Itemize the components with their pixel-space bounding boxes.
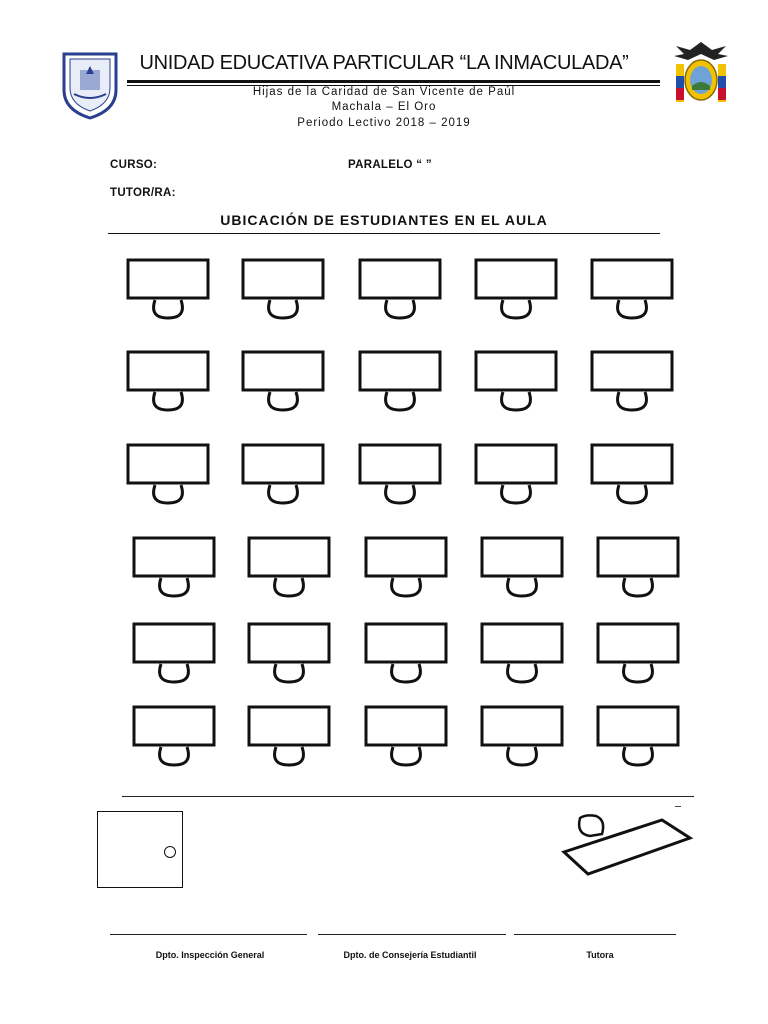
desk-rect xyxy=(476,260,556,298)
student-desk xyxy=(128,260,208,318)
chair-icon xyxy=(160,747,189,765)
student-desk xyxy=(243,445,323,503)
chair-icon xyxy=(618,485,647,503)
chair-icon xyxy=(154,300,183,318)
student-desk xyxy=(243,260,323,318)
student-desk xyxy=(128,352,208,410)
desk-rect xyxy=(366,707,446,745)
chair-icon xyxy=(624,664,653,682)
desk-rect xyxy=(128,352,208,390)
desk-rect xyxy=(482,707,562,745)
student-desk xyxy=(482,538,562,596)
signature-line-inspeccion xyxy=(110,934,307,935)
student-desk xyxy=(134,538,214,596)
desk-rect xyxy=(598,538,678,576)
subtitle-congregation: Hijas de la Caridad de San Vicente de Paúl xyxy=(252,86,516,98)
chair-icon xyxy=(508,664,537,682)
chair-icon xyxy=(154,392,183,410)
chair-icon xyxy=(618,392,647,410)
student-desk xyxy=(476,260,556,318)
desk-rect xyxy=(249,538,329,576)
chair-icon xyxy=(160,578,189,596)
student-desk xyxy=(366,707,446,765)
student-desk xyxy=(366,538,446,596)
desk-rect xyxy=(243,352,323,390)
desk-rect xyxy=(243,445,323,483)
desk-rect xyxy=(360,260,440,298)
signature-line-tutora xyxy=(514,934,676,935)
desk-rect xyxy=(249,624,329,662)
student-desk xyxy=(249,538,329,596)
signature-label-inspeccion: Dpto. Inspección General xyxy=(155,950,265,960)
subtitle-period: Periodo Lectivo 2018 – 2019 xyxy=(297,117,471,129)
chair-icon xyxy=(502,392,531,410)
student-desk xyxy=(476,445,556,503)
student-desk xyxy=(598,538,678,596)
front-line xyxy=(122,796,694,797)
chair-icon xyxy=(269,300,298,318)
chair-icon xyxy=(275,747,304,765)
curso-label: CURSO: xyxy=(110,159,158,171)
desk-rect xyxy=(598,624,678,662)
chair-icon xyxy=(508,747,537,765)
desk-rect xyxy=(360,445,440,483)
student-desk xyxy=(592,260,672,318)
chair-icon xyxy=(386,300,415,318)
chair-icon xyxy=(275,664,304,682)
chair-icon xyxy=(275,578,304,596)
student-desk xyxy=(482,624,562,682)
desk-rect xyxy=(243,260,323,298)
student-desk xyxy=(360,445,440,503)
desk-rect xyxy=(360,352,440,390)
student-desk xyxy=(128,445,208,503)
teacher-desk xyxy=(556,812,696,884)
desk-rect xyxy=(366,624,446,662)
chair-icon xyxy=(154,485,183,503)
dash-mark xyxy=(675,806,681,807)
chair-icon xyxy=(386,485,415,503)
student-desk xyxy=(243,352,323,410)
student-desk xyxy=(592,445,672,503)
chair-icon xyxy=(392,578,421,596)
desk-rect xyxy=(482,538,562,576)
student-desk xyxy=(598,707,678,765)
door-knob-icon xyxy=(164,846,176,858)
desk-rect xyxy=(592,260,672,298)
student-desk xyxy=(134,707,214,765)
student-desk xyxy=(360,260,440,318)
student-desk xyxy=(366,624,446,682)
desk-rect xyxy=(592,352,672,390)
signature-line-consejeria xyxy=(318,934,506,935)
chair-icon xyxy=(392,747,421,765)
desk-rect xyxy=(366,538,446,576)
student-desk xyxy=(249,624,329,682)
chair-icon xyxy=(502,485,531,503)
desk-rect xyxy=(128,445,208,483)
chair-icon xyxy=(392,664,421,682)
desk-rect xyxy=(134,538,214,576)
chair-icon xyxy=(618,300,647,318)
desk-rect xyxy=(482,624,562,662)
desk-rect xyxy=(249,707,329,745)
chair-icon xyxy=(502,300,531,318)
desk-rect xyxy=(598,707,678,745)
student-desk xyxy=(134,624,214,682)
signature-label-tutora: Tutora xyxy=(586,950,614,960)
tutor-label: TUTOR/RA: xyxy=(110,187,176,199)
student-desk xyxy=(249,707,329,765)
subtitle-location: Machala – El Oro xyxy=(331,101,437,113)
desk-rect xyxy=(476,445,556,483)
school-name: UNIDAD EDUCATIVA PARTICULAR “LA INMACULADA” xyxy=(139,52,629,74)
chair-icon xyxy=(624,747,653,765)
chair-icon xyxy=(269,485,298,503)
chair-icon xyxy=(508,578,537,596)
desk-rect xyxy=(134,707,214,745)
student-desk xyxy=(592,352,672,410)
section-title: UBICACIÓN DE ESTUDIANTES EN EL AULA xyxy=(220,212,548,228)
desk-rect xyxy=(592,445,672,483)
desk-rect xyxy=(476,352,556,390)
chair-icon xyxy=(624,578,653,596)
paralelo-label: PARALELO “ ” xyxy=(348,159,432,171)
desk-rect xyxy=(134,624,214,662)
student-desk xyxy=(360,352,440,410)
signature-label-consejeria: Dpto. de Consejería Estudiantil xyxy=(343,950,477,960)
chair-icon xyxy=(386,392,415,410)
student-desk xyxy=(476,352,556,410)
chair-icon xyxy=(160,664,189,682)
desk-rect xyxy=(128,260,208,298)
student-desk xyxy=(598,624,678,682)
chair-icon xyxy=(269,392,298,410)
student-desk xyxy=(482,707,562,765)
